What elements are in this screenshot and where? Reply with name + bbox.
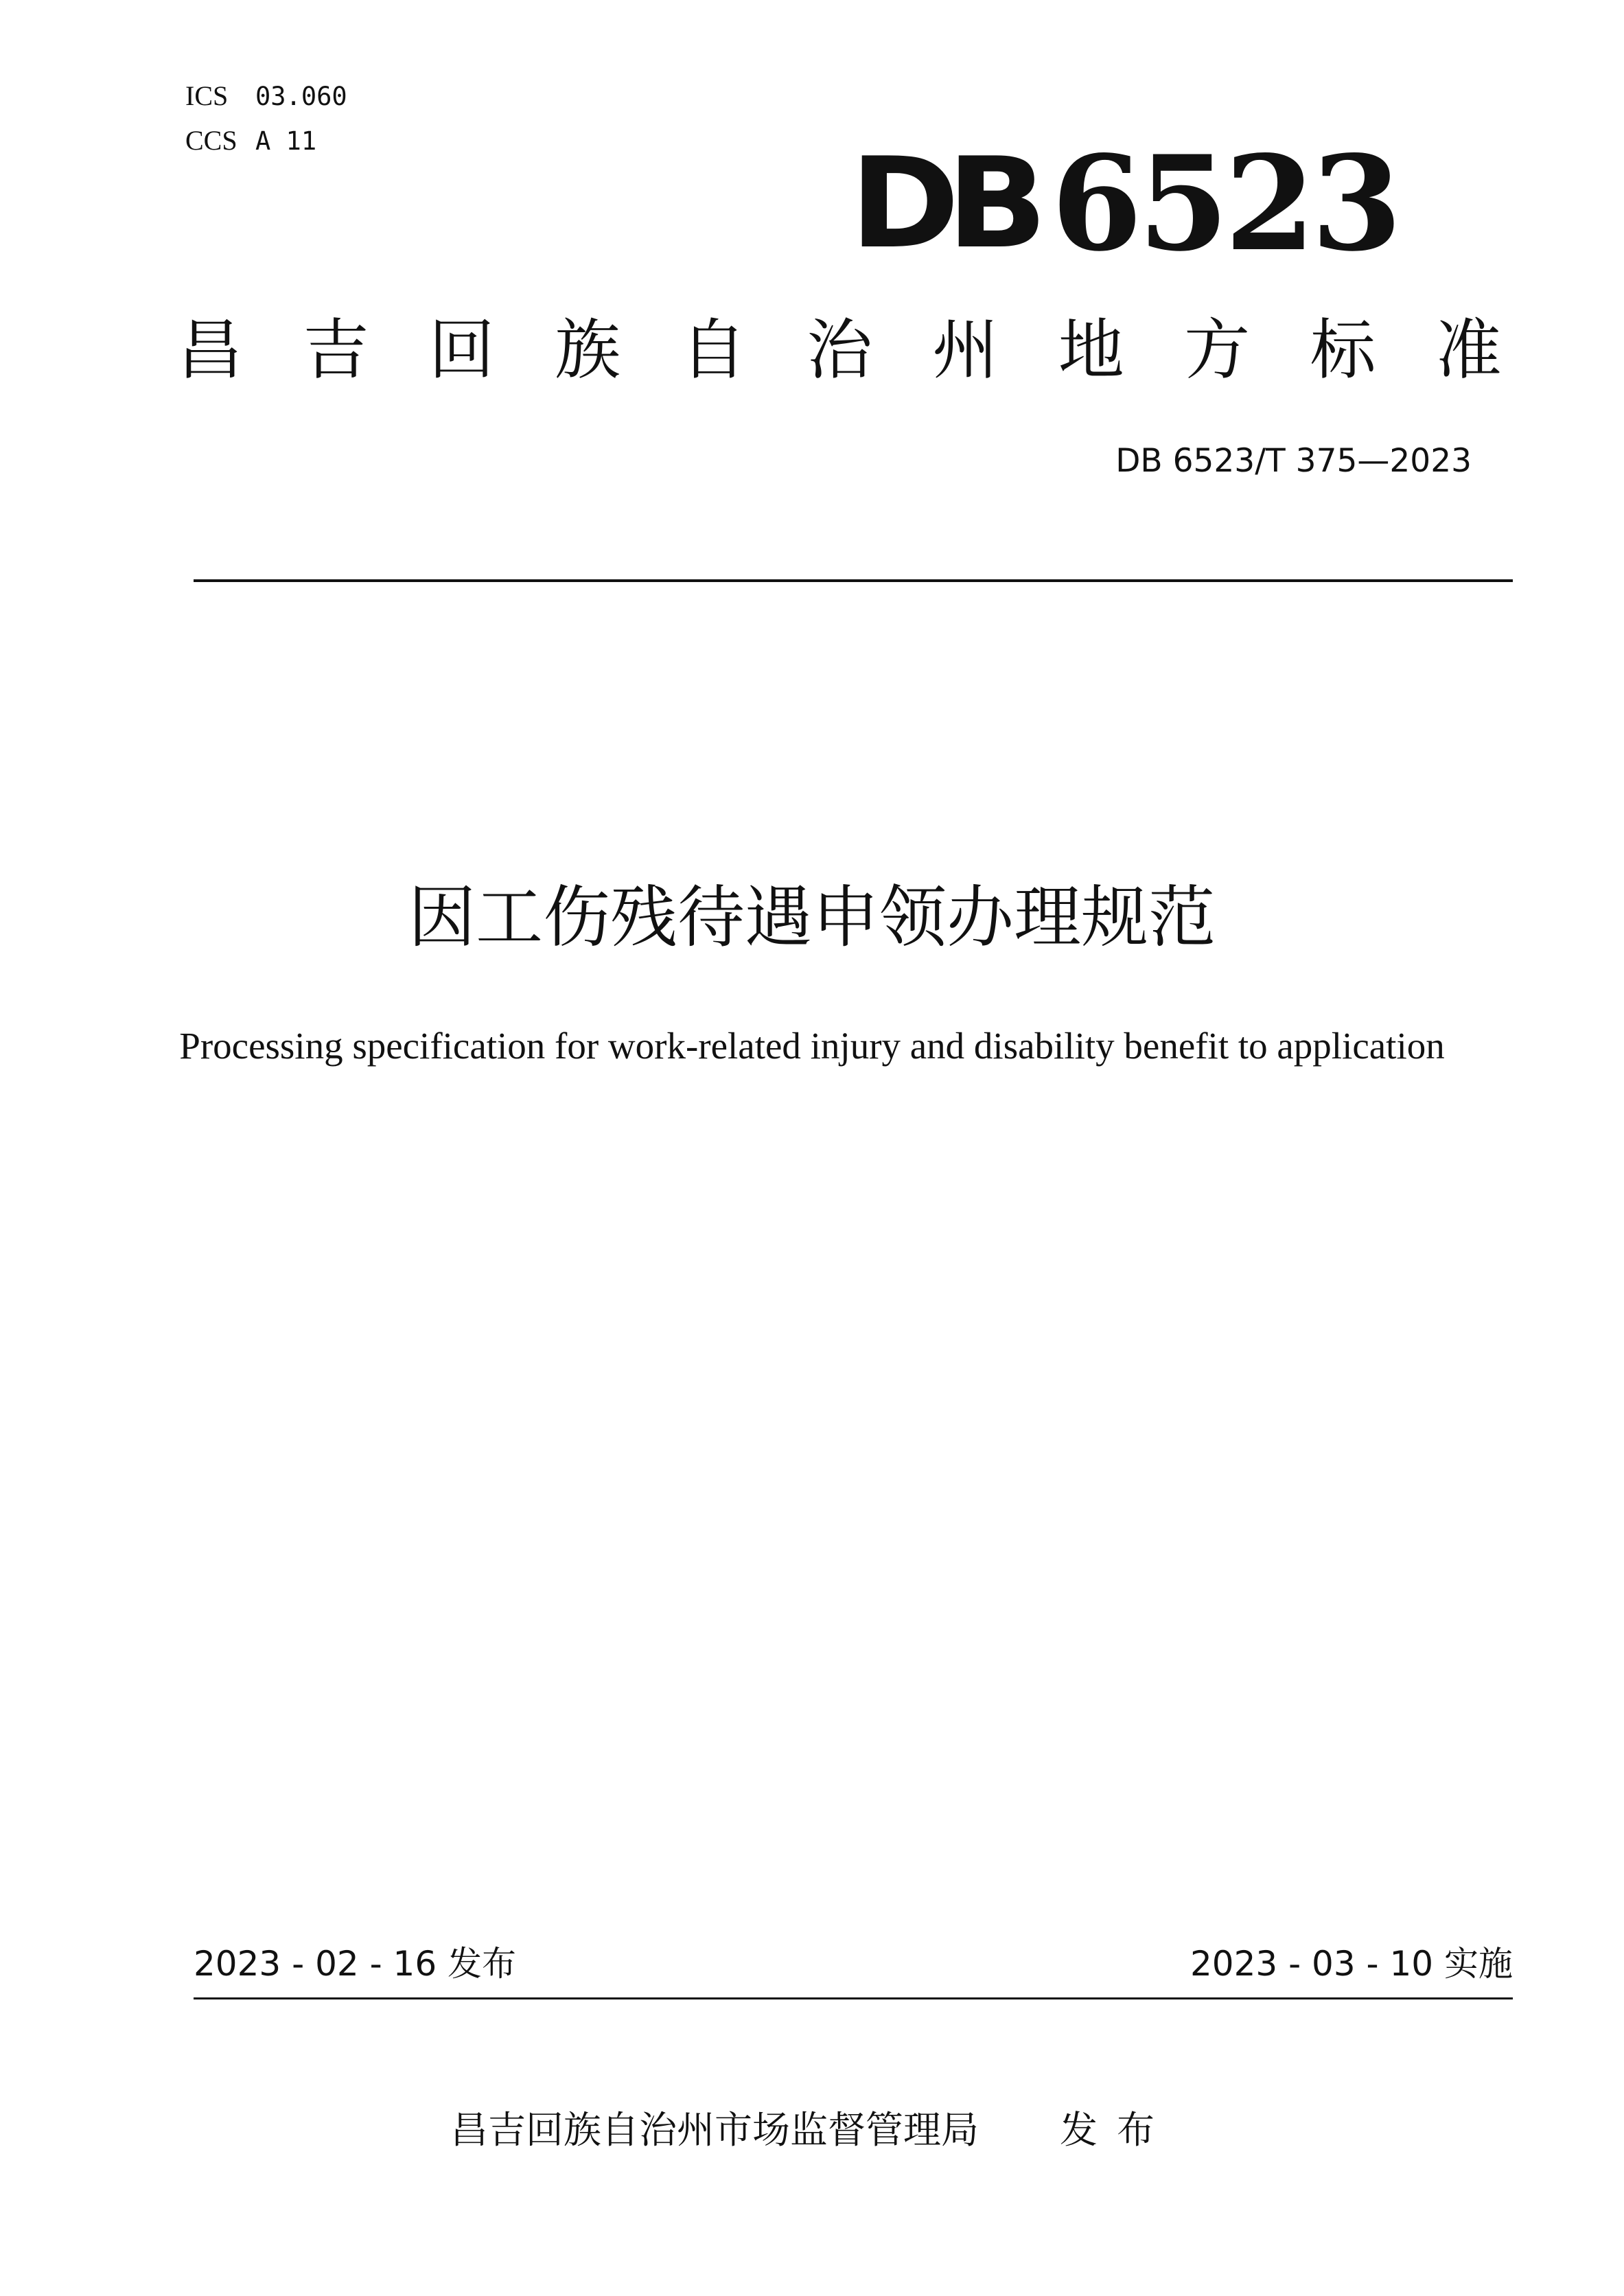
standard-type-char: 自 xyxy=(680,312,747,389)
standard-type-char: 地 xyxy=(1058,312,1124,389)
db-logo xyxy=(850,126,1398,280)
document-title-cn: 因工伤残待遇申领办理规范 xyxy=(408,879,1216,957)
ics-row xyxy=(185,74,347,119)
standard-type-heading xyxy=(177,309,1502,391)
standard-type-char: 昌 xyxy=(177,312,243,389)
publish-label: 发布 xyxy=(1060,2108,1174,2152)
standard-type-char: 吉 xyxy=(303,312,369,389)
standard-type-char: 准 xyxy=(1435,312,1502,389)
standard-type-char: 标 xyxy=(1310,312,1376,389)
publisher-name: 昌吉回族自治州市场监督管理局 xyxy=(450,2108,979,2152)
top-divider xyxy=(194,579,1513,582)
implementation-date: 2023 - 03 - 10 实施 xyxy=(1190,1944,1513,1984)
ics-label: ICS xyxy=(185,80,229,111)
document-title-en: Processing specification for work-related injury and disability benefit to application xyxy=(179,1025,1445,1067)
db-logo-prefix: DB xyxy=(850,130,1035,276)
standard-type-char: 方 xyxy=(1184,312,1251,389)
issue-date: 2023 - 02 - 16 发布 xyxy=(194,1944,517,1984)
standard-type-char: 治 xyxy=(806,312,872,389)
standard-type-char: 州 xyxy=(932,312,999,389)
classification-codes xyxy=(185,74,347,163)
bottom-divider xyxy=(194,1997,1513,1999)
db-logo-number: 6523 xyxy=(1051,126,1398,280)
standard-type-char: 族 xyxy=(555,312,621,389)
ccs-label: CCS xyxy=(185,125,237,156)
ics-value: 03.060 xyxy=(255,82,347,111)
ccs-value: A 11 xyxy=(255,126,317,156)
ccs-row xyxy=(185,119,347,163)
standard-code: DB 6523/T 375—2023 xyxy=(1115,442,1472,480)
standard-type-char: 回 xyxy=(428,312,495,389)
publisher-line xyxy=(0,2104,1624,2156)
